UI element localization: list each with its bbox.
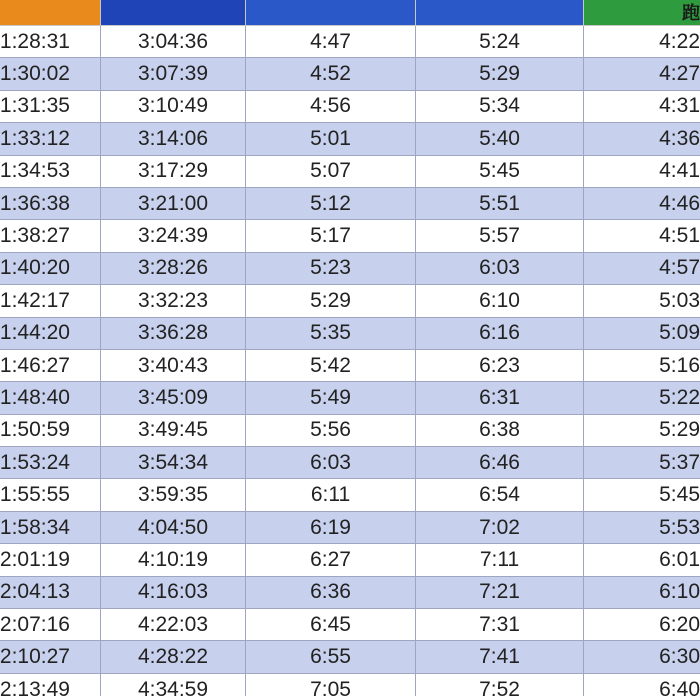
table-cell: 7:21 (416, 576, 584, 608)
table-row (0, 90, 700, 122)
header-cell-4 (416, 0, 584, 26)
table-cell: 3:45:09 (101, 382, 246, 414)
table-row (0, 673, 700, 696)
table-cell: 3:36:28 (101, 317, 246, 349)
table-cell: 7:41 (416, 641, 584, 673)
table-row (0, 220, 700, 252)
table-cell: 5:03 (584, 285, 700, 317)
table-cell: 6:10 (416, 285, 584, 317)
table-cell: 1:30:02 (0, 58, 101, 90)
header-cell-5: 跑 (584, 0, 700, 26)
table-cell: 4:41 (584, 155, 700, 187)
table-cell: 1:50:59 (0, 414, 101, 446)
table-cell: 6:45 (246, 609, 416, 641)
table-row (0, 382, 700, 414)
table-row (0, 252, 700, 284)
table-cell: 5:51 (416, 187, 584, 219)
table-cell: 3:04:36 (101, 26, 246, 58)
table-row (0, 609, 700, 641)
table-cell: 1:55:55 (0, 479, 101, 511)
table-row (0, 479, 700, 511)
table-cell: 7:31 (416, 609, 584, 641)
table-cell: 6:16 (416, 317, 584, 349)
table-cell: 5:53 (584, 511, 700, 543)
table-cell: 4:51 (584, 220, 700, 252)
table-cell: 5:17 (246, 220, 416, 252)
table-cell: 5:37 (584, 447, 700, 479)
table-cell: 5:40 (416, 123, 584, 155)
table-cell: 6:10 (584, 576, 700, 608)
table-row (0, 155, 700, 187)
table-cell: 5:12 (246, 187, 416, 219)
table-cell: 3:32:23 (101, 285, 246, 317)
table-cell: 3:07:39 (101, 58, 246, 90)
table-cell: 7:05 (246, 673, 416, 696)
table-cell: 4:22:03 (101, 609, 246, 641)
table-cell: 4:16:03 (101, 576, 246, 608)
table-cell: 5:49 (246, 382, 416, 414)
table-cell: 2:04:13 (0, 576, 101, 608)
table-cell: 3:59:35 (101, 479, 246, 511)
table-cell: 2:13:49 (0, 673, 101, 696)
table-cell: 5:35 (246, 317, 416, 349)
table-cell: 4:47 (246, 26, 416, 58)
table-row (0, 511, 700, 543)
table-cell: 5:09 (584, 317, 700, 349)
table-cell: 6:03 (246, 447, 416, 479)
table-cell: 1:33:12 (0, 123, 101, 155)
table-cell: 6:36 (246, 576, 416, 608)
table-cell: 5:29 (416, 58, 584, 90)
table-cell: 2:01:19 (0, 544, 101, 576)
table-cell: 2:10:27 (0, 641, 101, 673)
table-row (0, 26, 700, 58)
table-cell: 3:54:34 (101, 447, 246, 479)
table-cell: 5:42 (246, 349, 416, 381)
table-cell: 5:45 (584, 479, 700, 511)
table-row (0, 123, 700, 155)
table-cell: 5:07 (246, 155, 416, 187)
table-cell: 5:29 (584, 414, 700, 446)
table-cell: 1:38:27 (0, 220, 101, 252)
table-cell: 1:31:35 (0, 90, 101, 122)
table-cell: 7:02 (416, 511, 584, 543)
table-cell: 4:36 (584, 123, 700, 155)
table-cell: 6:30 (584, 641, 700, 673)
table-cell: 1:34:53 (0, 155, 101, 187)
table-row (0, 414, 700, 446)
table-cell: 6:03 (416, 252, 584, 284)
table-cell: 6:11 (246, 479, 416, 511)
table-cell: 3:28:26 (101, 252, 246, 284)
table-row (0, 447, 700, 479)
table-cell: 4:28:22 (101, 641, 246, 673)
table-cell: 4:10:19 (101, 544, 246, 576)
table-row (0, 349, 700, 381)
table-cell: 3:40:43 (101, 349, 246, 381)
table-cell: 5:16 (584, 349, 700, 381)
table-cell: 1:48:40 (0, 382, 101, 414)
table-cell: 4:31 (584, 90, 700, 122)
header-cell-3 (246, 0, 416, 26)
table-cell: 6:27 (246, 544, 416, 576)
table-cell: 4:52 (246, 58, 416, 90)
table-cell: 6:19 (246, 511, 416, 543)
header-row (0, 0, 700, 26)
table-cell: 6:23 (416, 349, 584, 381)
table-cell: 1:53:24 (0, 447, 101, 479)
table-cell: 6:20 (584, 609, 700, 641)
table-body (0, 26, 700, 696)
table-cell: 3:10:49 (101, 90, 246, 122)
table-cell: 6:46 (416, 447, 584, 479)
table-row (0, 317, 700, 349)
table-cell: 1:46:27 (0, 349, 101, 381)
table-cell: 5:56 (246, 414, 416, 446)
table-cell: 3:24:39 (101, 220, 246, 252)
table-cell: 3:14:06 (101, 123, 246, 155)
table-cell: 4:04:50 (101, 511, 246, 543)
table-cell: 4:34:59 (101, 673, 246, 696)
table-cell: 5:34 (416, 90, 584, 122)
table-cell: 3:17:29 (101, 155, 246, 187)
table-cell: 6:01 (584, 544, 700, 576)
table-cell: 3:49:45 (101, 414, 246, 446)
table-cell: 5:45 (416, 155, 584, 187)
table-cell: 5:01 (246, 123, 416, 155)
table-cell: 2:07:16 (0, 609, 101, 641)
table-row (0, 641, 700, 673)
table-cell: 4:46 (584, 187, 700, 219)
table-row (0, 285, 700, 317)
table-cell: 6:54 (416, 479, 584, 511)
table-cell: 6:38 (416, 414, 584, 446)
table-cell: 1:42:17 (0, 285, 101, 317)
table-cell: 1:28:31 (0, 26, 101, 58)
table-cell: 5:57 (416, 220, 584, 252)
table-cell: 1:40:20 (0, 252, 101, 284)
table-cell: 5:23 (246, 252, 416, 284)
table-cell: 1:36:38 (0, 187, 101, 219)
table-cell: 4:56 (246, 90, 416, 122)
table-cell: 1:58:34 (0, 511, 101, 543)
table-cell: 7:52 (416, 673, 584, 696)
table-cell: 3:21:00 (101, 187, 246, 219)
table-cell: 7:11 (416, 544, 584, 576)
table-cell: 5:24 (416, 26, 584, 58)
header-cell-1 (0, 0, 101, 26)
table-cell: 6:40 (584, 673, 700, 696)
table-cell: 4:57 (584, 252, 700, 284)
table-row (0, 576, 700, 608)
table-cell: 5:22 (584, 382, 700, 414)
table-cell: 4:22 (584, 26, 700, 58)
table-row (0, 187, 700, 219)
table-cell: 5:29 (246, 285, 416, 317)
table-cell: 6:31 (416, 382, 584, 414)
table-row (0, 544, 700, 576)
header-cell-2 (101, 0, 246, 26)
table-row (0, 58, 700, 90)
table-cell: 1:44:20 (0, 317, 101, 349)
table-cell: 4:27 (584, 58, 700, 90)
table-cell: 6:55 (246, 641, 416, 673)
